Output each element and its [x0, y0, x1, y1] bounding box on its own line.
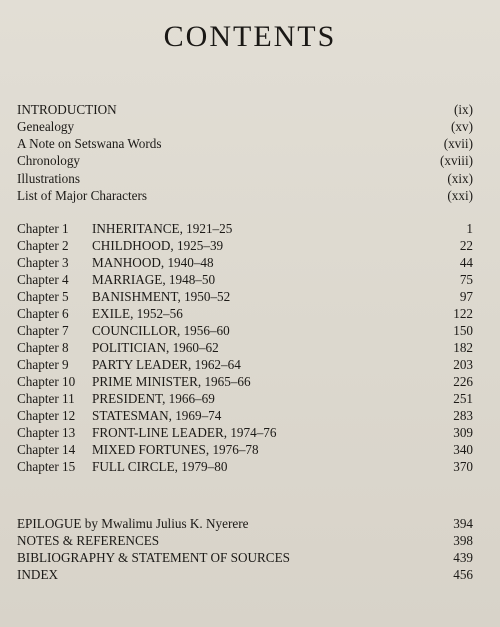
toc-entry-epilogue: [17, 515, 473, 532]
toc-entry-notes: [17, 532, 473, 549]
toc-entry-characters: [17, 187, 473, 204]
entry-label: A Note on Setswana Words: [17, 136, 162, 151]
entry-page: 439: [453, 550, 473, 565]
chapter-number: Chapter 8: [17, 340, 69, 355]
chapter-title: INHERITANCE, 1921–25: [92, 221, 233, 236]
toc-entry-introduction: [17, 101, 473, 118]
chapter-title: CHILDHOOD, 1925–39: [92, 238, 224, 253]
chapter-number: Chapter 4: [17, 272, 69, 287]
toc-chapter-10: [17, 373, 473, 390]
chapter-title: MANHOOD, 1940–48: [92, 255, 214, 270]
entry-label: Illustrations: [17, 171, 81, 186]
chapter-number: Chapter 6: [17, 306, 69, 321]
toc-entry-illustrations: [17, 170, 473, 187]
chapter-title: COUNCILLOR, 1956–60: [92, 323, 230, 338]
chapter-title: POLITICIAN, 1960–62: [92, 340, 219, 355]
entry-page: (xxi): [447, 188, 473, 203]
chapter-number: Chapter 7: [17, 323, 69, 338]
toc-entry-setswana-note: [17, 135, 473, 152]
chapter-title: MARRIAGE, 1948–50: [92, 272, 216, 287]
chapter-page: 370: [453, 459, 473, 474]
toc-chapter-5: [17, 288, 473, 305]
chapter-number: Chapter 15: [17, 459, 76, 474]
entry-label: Genealogy: [17, 119, 75, 134]
toc-entry-bibliography: [17, 549, 473, 566]
entry-page: (xv): [451, 119, 473, 134]
chapter-title: MIXED FORTUNES, 1976–78: [92, 442, 259, 457]
entry-page: 394: [453, 516, 473, 531]
entry-label: EPILOGUE by Mwalimu Julius K. Nyerere: [17, 516, 249, 531]
entry-label: List of Major Characters: [17, 188, 148, 203]
chapter-page: 226: [453, 374, 473, 389]
entry-page: (xvii): [443, 136, 473, 151]
chapter-number: Chapter 10: [17, 374, 76, 389]
chapter-number: Chapter 1: [17, 221, 69, 236]
toc-chapter-12: [17, 407, 473, 424]
chapter-number: Chapter 14: [17, 442, 76, 457]
chapter-page: 150: [453, 323, 473, 338]
chapter-title: EXILE, 1952–56: [92, 306, 183, 321]
toc-chapter-3: [17, 254, 473, 271]
chapter-page: 122: [453, 306, 473, 321]
toc-chapter-2: [17, 237, 473, 254]
chapter-number: Chapter 9: [17, 357, 69, 372]
toc-chapter-11: [17, 390, 473, 407]
chapter-number: Chapter 13: [17, 425, 76, 440]
chapter-page: 1: [466, 221, 473, 236]
chapter-page: 283: [453, 408, 473, 423]
chapter-page: 97: [459, 289, 473, 304]
toc-chapter-7: [17, 322, 473, 339]
entry-label: Chronology: [17, 153, 81, 168]
chapter-title: PRIME MINISTER, 1965–66: [92, 374, 251, 389]
chapter-page: 182: [453, 340, 473, 355]
toc-chapter-8: [17, 339, 473, 356]
chapter-number: Chapter 2: [17, 238, 69, 253]
toc-chapter-13: [17, 424, 473, 441]
toc-chapter-1: [17, 220, 473, 237]
chapter-title: PARTY LEADER, 1962–64: [92, 357, 241, 372]
entry-label: INDEX: [17, 567, 59, 582]
entry-label: INTRODUCTION: [17, 102, 117, 117]
entry-page: (xviii): [440, 153, 473, 168]
chapter-page: 309: [453, 425, 473, 440]
chapter-page: 251: [453, 391, 473, 406]
chapter-title: BANISHMENT, 1950–52: [92, 289, 231, 304]
chapter-page: 44: [459, 255, 473, 270]
chapter-title: STATESMAN, 1969–74: [92, 408, 222, 423]
toc-chapter-4: [17, 271, 473, 288]
chapter-number: Chapter 3: [17, 255, 69, 270]
entry-page: (xix): [447, 171, 473, 186]
entry-page: (ix): [453, 102, 473, 117]
chapter-number: Chapter 5: [17, 289, 69, 304]
entry-page: 398: [453, 533, 473, 548]
toc-chapter-15: [17, 458, 473, 475]
chapter-page: 75: [459, 272, 473, 287]
entry-label: BIBLIOGRAPHY & STATEMENT OF SOURCES: [17, 550, 290, 565]
toc-chapter-6: [17, 305, 473, 322]
page-title: CONTENTS: [163, 20, 337, 53]
toc-chapter-14: [17, 441, 473, 458]
chapter-number: Chapter 12: [17, 408, 76, 423]
chapter-page: 22: [459, 238, 473, 253]
chapter-number: Chapter 11: [17, 391, 75, 406]
chapter-title: FRONT-LINE LEADER, 1974–76: [92, 425, 277, 440]
entry-label: NOTES & REFERENCES: [17, 533, 160, 548]
chapter-title: PRESIDENT, 1966–69: [92, 391, 215, 406]
toc-entry-chronology: [17, 152, 473, 169]
chapter-title: FULL CIRCLE, 1979–80: [92, 459, 228, 474]
chapter-page: 340: [453, 442, 473, 457]
toc-entry-index: [17, 566, 473, 583]
chapter-page: 203: [453, 357, 473, 372]
toc-entry-genealogy: [17, 118, 473, 135]
entry-page: 456: [453, 567, 473, 582]
toc-chapter-9: [17, 356, 473, 373]
